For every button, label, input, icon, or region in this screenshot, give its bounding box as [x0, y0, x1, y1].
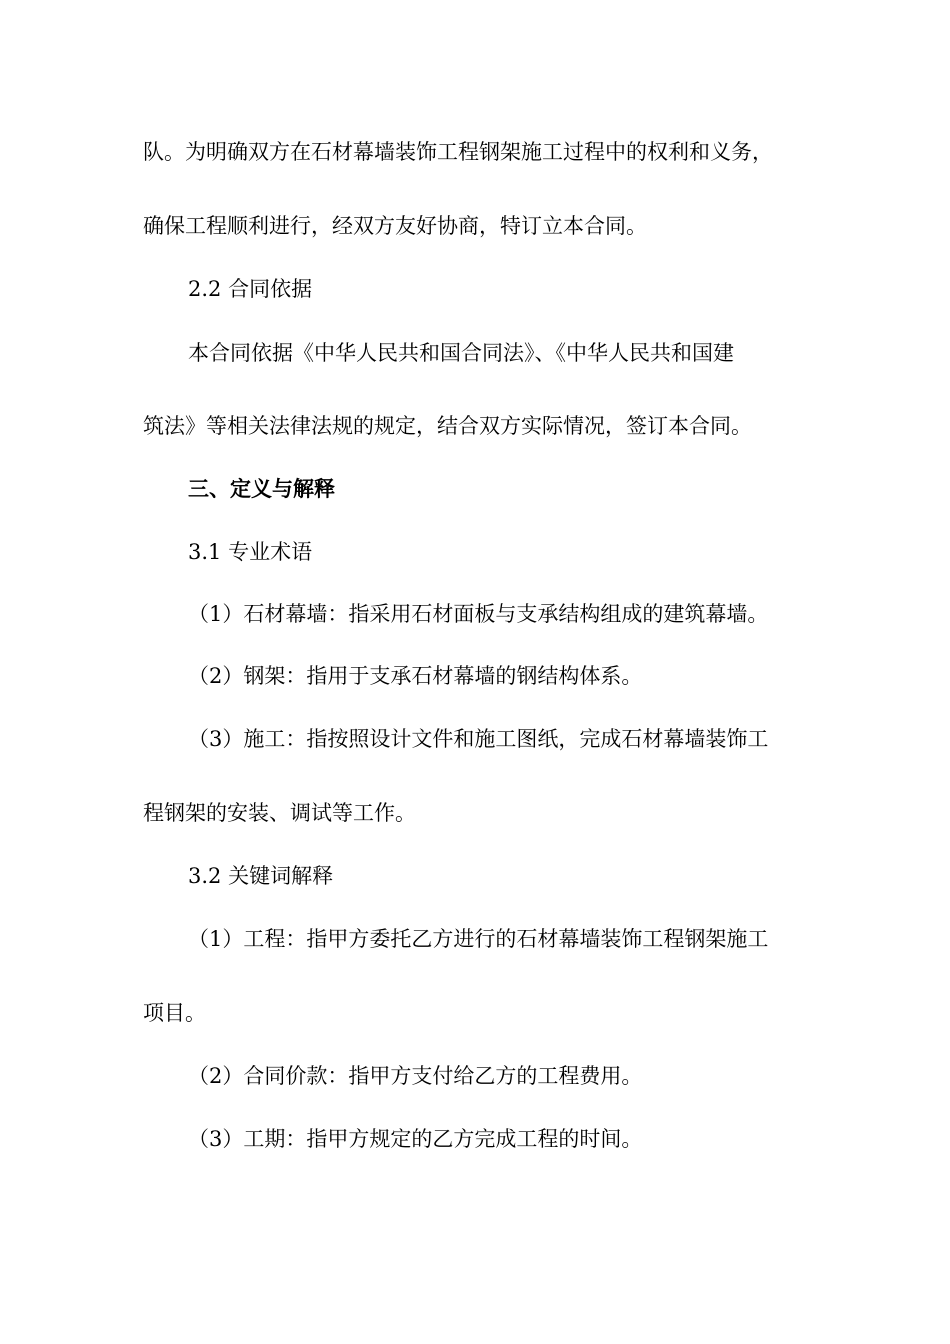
paragraph-line: 程钢架的安装、调试等工作。 — [143, 801, 416, 825]
list-item: （1）工程：指甲方委托乙方进行的石材幕墙装饰工程钢架施工 — [188, 927, 769, 951]
list-item: （2）合同价款：指甲方支付给乙方的工程费用。 — [188, 1064, 643, 1088]
list-item: （1）石材幕墙：指采用石材面板与支承结构组成的建筑幕墙。 — [188, 602, 769, 626]
list-item: （3）施工：指按照设计文件和施工图纸，完成石材幕墙装饰工 — [188, 727, 769, 751]
list-item: （2）钢架：指用于支承石材幕墙的钢结构体系。 — [188, 664, 643, 688]
paragraph-line: 项目。 — [143, 1001, 206, 1025]
paragraph-line: 确保工程顺利进行，经双方友好协商，特订立本合同。 — [143, 214, 647, 238]
section-heading-3-1: 3.1 专业术语 — [188, 540, 313, 564]
list-item: （3）工期：指甲方规定的乙方完成工程的时间。 — [188, 1127, 643, 1151]
chapter-heading-3: 三、定义与解释 — [188, 476, 335, 501]
paragraph-line: 队。为明确双方在石材幕墙装饰工程钢架施工过程中的权利和义务， — [143, 140, 773, 164]
paragraph-line: 本合同依据《中华人民共和国合同法》、《中华人民共和国建 — [188, 341, 734, 365]
section-heading-2-2: 2.2 合同依据 — [188, 277, 313, 301]
section-heading-3-2: 3.2 关键词解释 — [188, 864, 334, 888]
paragraph-line: 筑法》等相关法律法规的规定，结合双方实际情况，签订本合同。 — [143, 414, 752, 438]
